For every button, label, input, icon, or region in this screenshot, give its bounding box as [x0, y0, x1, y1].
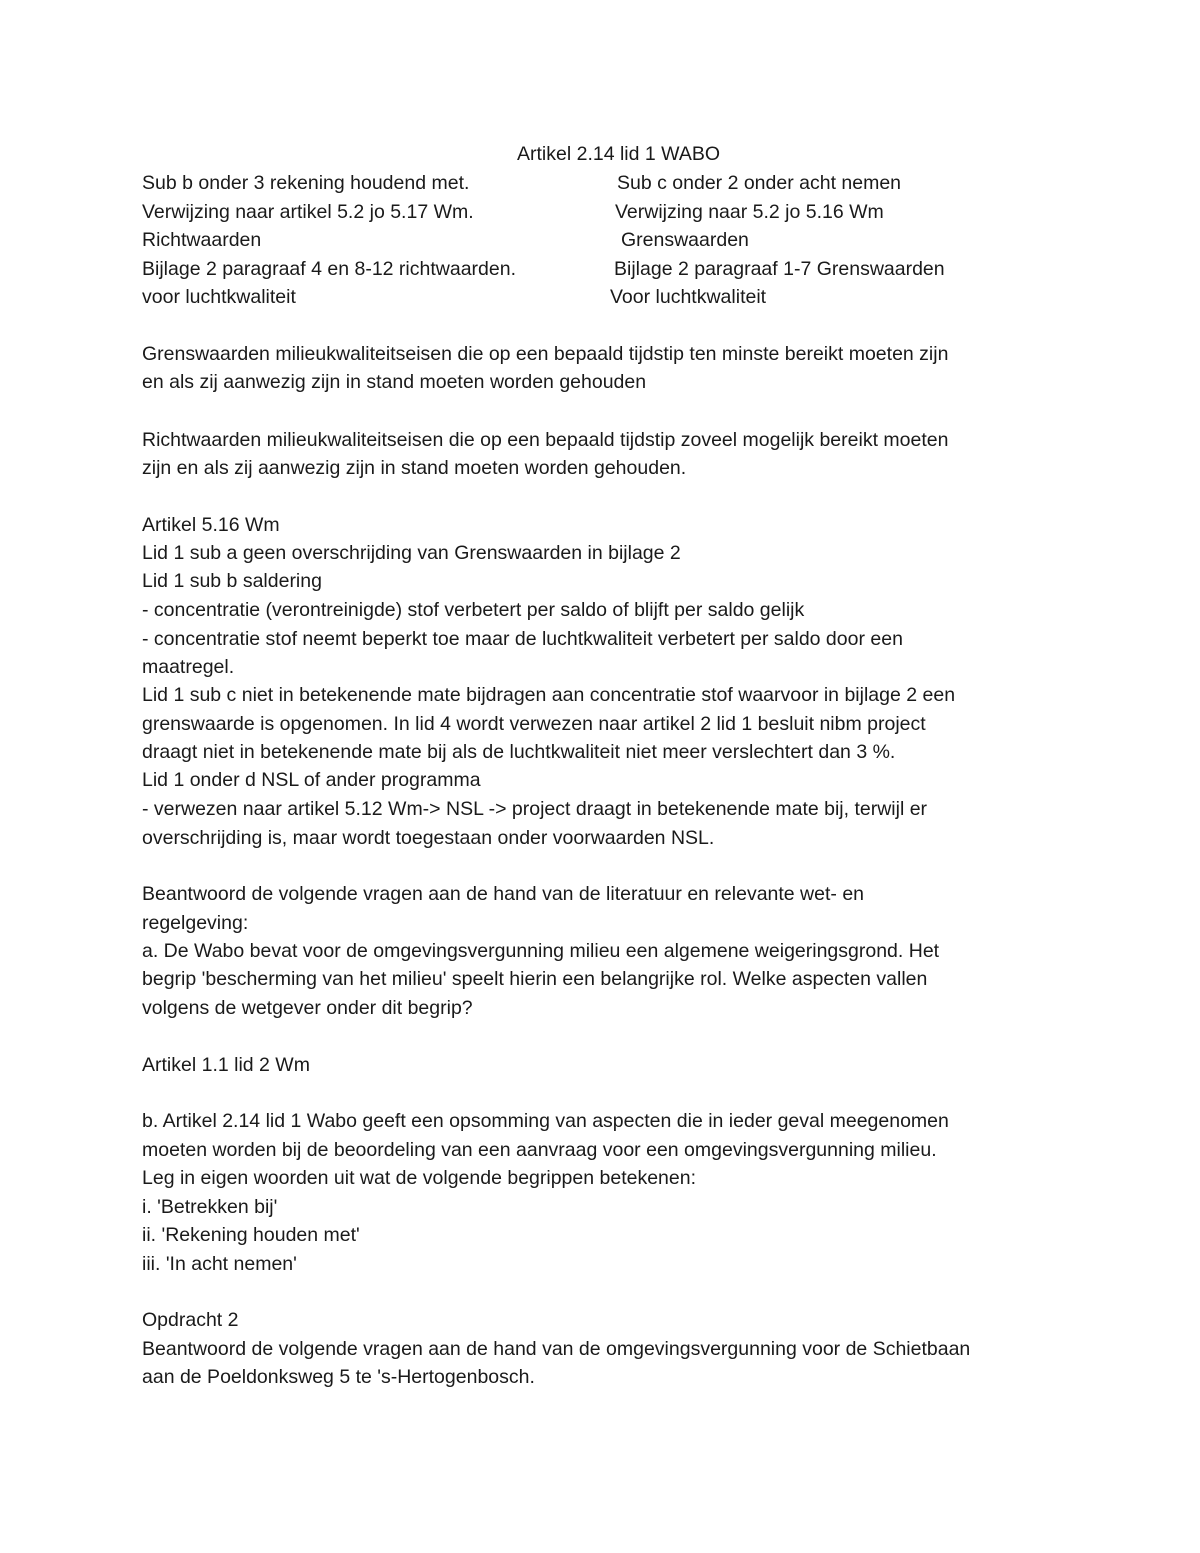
- paragraph-line: Lid 1 sub b saldering: [142, 570, 322, 592]
- paragraph-line: Beantwoord de volgende vragen aan de hand van de omgevingsvergunning voor de Schietbaan: [142, 1338, 971, 1360]
- question-a-line: volgens de wetgever onder dit begrip?: [142, 997, 473, 1019]
- comparison-left-row: Verwijzing naar artikel 5.2 jo 5.17 Wm.: [142, 201, 474, 223]
- question-a-line: begrip 'bescherming van het milieu' speelt hierin een belangrijke rol. Welke aspecten vallen: [142, 968, 928, 990]
- paragraph-line: overschrijding is, maar wordt toegestaan onder voorwaarden NSL.: [142, 827, 715, 849]
- comparison-left-row: Sub b onder 3 rekening houdend met.: [142, 172, 470, 194]
- paragraph-line: draagt niet in betekenende mate bij als de luchtkwaliteit niet meer verslechtert dan 3 %.: [142, 741, 896, 763]
- paragraph-line: - concentratie stof neemt beperkt toe maar de luchtkwaliteit verbetert per saldo door een: [142, 628, 903, 650]
- paragraph-line: aan de Poeldonksweg 5 te 's-Hertogenbosch.: [142, 1366, 535, 1388]
- list-item: i. 'Betrekken bij': [142, 1196, 278, 1218]
- section-heading: Opdracht 2: [142, 1309, 239, 1331]
- comparison-right-row: Grenswaarden: [621, 229, 749, 251]
- question-a-line: a. De Wabo bevat voor de omgevingsvergunning milieu een algemene weigeringsgrond. Het: [142, 940, 940, 962]
- section-heading: Artikel 5.16 Wm: [142, 514, 280, 536]
- paragraph-line: - concentratie (verontreinigde) stof verbetert per saldo of blijft per saldo gelijk: [142, 599, 805, 621]
- paragraph-line: maatregel.: [142, 656, 235, 678]
- paragraph-line: en als zij aanwezig zijn in stand moeten worden gehouden: [142, 371, 647, 393]
- comparison-left-row: voor luchtkwaliteit: [142, 286, 296, 308]
- comparison-left-row: Richtwaarden: [142, 229, 262, 251]
- paragraph-line: grenswaarde is opgenomen. In lid 4 wordt verwezen naar artikel 2 lid 1 besluit nibm project: [142, 713, 926, 735]
- comparison-right-row: Sub c onder 2 onder acht nemen: [617, 172, 902, 194]
- comparison-right-row: Voor luchtkwaliteit: [610, 286, 767, 308]
- question-b-line: moeten worden bij de beoordeling van een aanvraag voor een omgevingsvergunning milieu.: [142, 1139, 937, 1161]
- question-b-line: Leg in eigen woorden uit wat de volgende begrippen betekenen:: [142, 1167, 697, 1189]
- document-title: Artikel 2.14 lid 1 WABO: [517, 143, 721, 165]
- paragraph-line: Lid 1 sub c niet in betekenende mate bijdragen aan concentratie stof waarvoor in bijlage 2 een: [142, 684, 956, 706]
- paragraph-line: - verwezen naar artikel 5.12 Wm-> NSL -> project draagt in betekenende mate bij, terwijl er: [142, 798, 928, 820]
- answer-line: Artikel 1.1 lid 2 Wm: [142, 1054, 310, 1076]
- question-b-line: b. Artikel 2.14 lid 1 Wabo geeft een opsomming van aspecten die in ieder geval meegenomen: [142, 1110, 949, 1132]
- list-item: ii. 'Rekening houden met': [142, 1224, 360, 1246]
- paragraph-line: Richtwaarden milieukwaliteitseisen die op een bepaald tijdstip zoveel mogelijk bereikt moeten: [142, 429, 949, 451]
- paragraph-line: Lid 1 onder d NSL of ander programma: [142, 769, 481, 791]
- comparison-right-row: Verwijzing naar 5.2 jo 5.16 Wm: [615, 201, 884, 223]
- paragraph-line: zijn en als zij aanwezig zijn in stand moeten worden gehouden.: [142, 457, 687, 479]
- paragraph-line: Lid 1 sub a geen overschrijding van Grenswaarden in bijlage 2: [142, 542, 681, 564]
- paragraph-line: Grenswaarden milieukwaliteitseisen die op een bepaald tijdstip ten minste bereikt moeten zijn: [142, 343, 949, 365]
- comparison-right-row: Bijlage 2 paragraaf 1-7 Grenswaarden: [614, 258, 945, 280]
- comparison-left-row: Bijlage 2 paragraaf 4 en 8-12 richtwaarden.: [142, 258, 516, 280]
- list-item: iii. 'In acht nemen': [142, 1253, 297, 1275]
- paragraph-line: Beantwoord de volgende vragen aan de hand van de literatuur en relevante wet- en: [142, 883, 865, 905]
- paragraph-line: regelgeving:: [142, 912, 249, 934]
